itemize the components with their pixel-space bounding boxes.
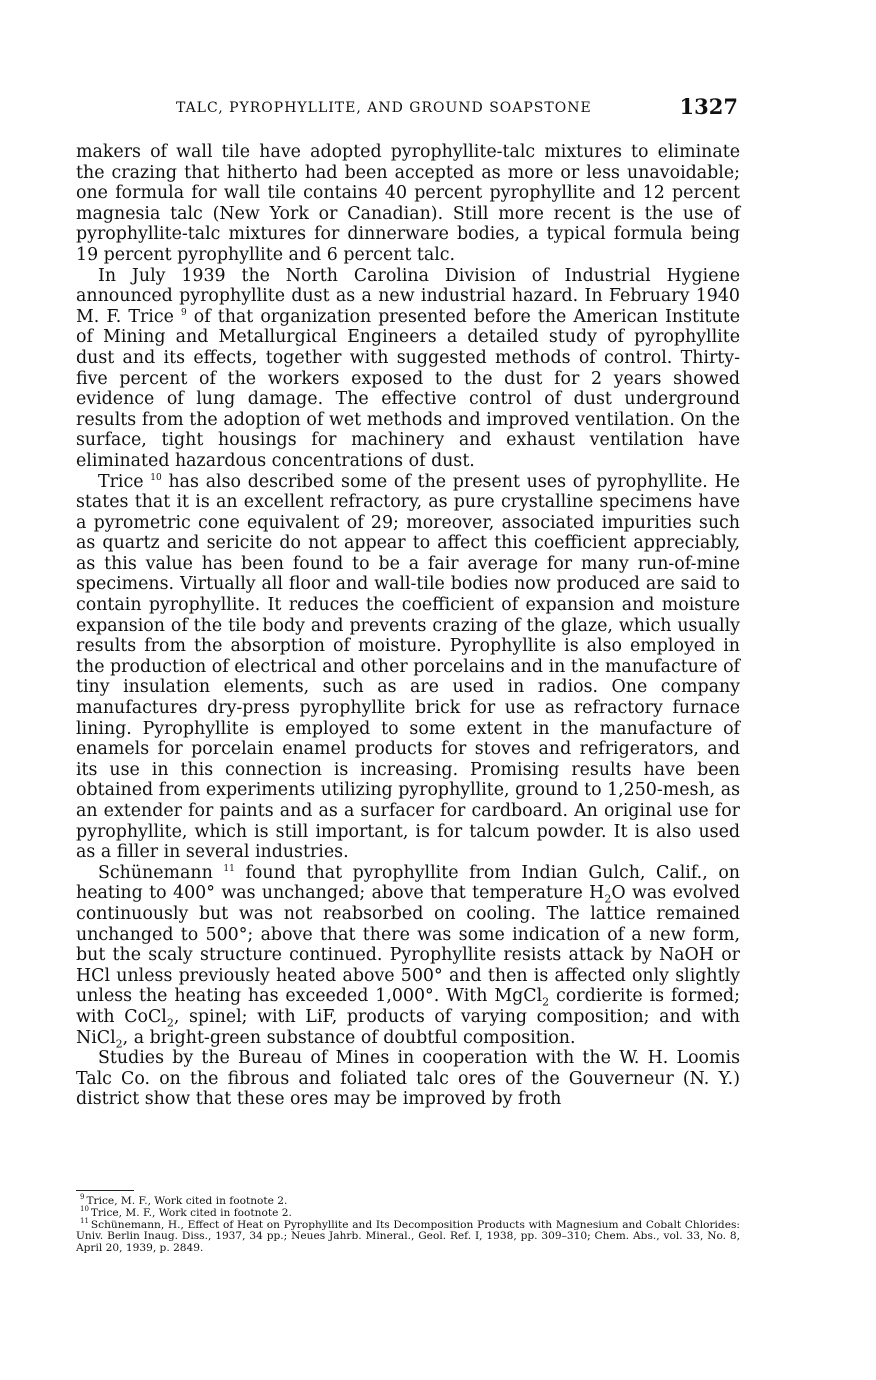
paragraph: Schünemann $^{11}$ found that pyrophyllite from Indian Gulch, Calif., on heating to 400° was unchanged; above that temperature $H_2O$ was evolved continuously but was not reabsorbed on cooling. The lattice remained unchanged to 500°; above that there was some indication of a new form, but the scaly structure continued. Pyrophyllite resists attack by NaOH or HCl unless previously heated above 500° and then is affected only slightly unless the heating has exceeded 1,000°. With MgCl$_2$ cordierite is formed; with CoCl$_2$, spinel; with LiF, products of varying composition; and with NiCl$_2$, a bright-green substance of doubtful composition. bbox=[76, 862, 740, 1050]
footnote-item: $^9$ Trice, M. F., Work cited in footnote 2. bbox=[80, 1193, 288, 1207]
body-text bbox=[76, 142, 740, 1110]
footnote-item: $^{11}$ Schünemann, H., Effect of Heat on Pyrophyllite and Its Decomposition Products with Magnesium and Cobalt Chlorides: Univ. Berlin Inaug. Diss., 1937, 34 pp.; Neues Jahrb. Mineral., Geol. Ref. I, 1938, pp. 309–310; Chem. Abs., vol. 33, No. 8, April 20, 1939, p. 2849. bbox=[76, 1217, 740, 1255]
footnote-ref[interactable]: 11 bbox=[223, 863, 235, 874]
page-header bbox=[76, 96, 740, 126]
paragraph: In July 1939 the North Carolina Division of Industrial Hygiene announced pyrophyllite dust as a new industrial hazard. In February 1940 M. F. Trice $^9$ of that organization presented before the American Institute of Mining and Metallurgical Engineers a detailed study of pyrophyllite dust and its effects, together with suggested methods of control. Thirty-five percent of the workers exposed to the dust for 2 years showed evidence of lung damage. The effective control of dust underground results from the adoption of wet methods and improved ventilation. On the surface, tight housings for machinery and exhaust ventilation have eliminated hazardous concentrations of dust. bbox=[76, 265, 741, 471]
footnote-number: 11 bbox=[80, 1217, 89, 1226]
running-title: TALC, PYROPHYLLITE, AND GROUND SOAPSTONE bbox=[176, 100, 592, 116]
footnote-number: 10 bbox=[80, 1205, 89, 1214]
footnote-divider bbox=[76, 1190, 134, 1191]
page-number: 1327 bbox=[679, 94, 738, 119]
paragraph: Trice $^{10}$ has also described some of the present uses of pyrophyllite. He states that it is an excellent refractory, as pure crystalline specimens have a pyrometric cone equivalent of 29; moreover, associated impurities such as quartz and sericite do not appear to affect this coefficient appreciably, as this value has been found to be a fair average for many run-of-mine specimens. Virtually all floor and wall-tile bodies now produced are said to contain pyrophyllite. It reduces the coefficient of expansion and moisture expansion of the tile body and prevents crazing of the glaze, which usually results from the absorption of moisture. Pyrophyllite is also employed in the production of electrical and other porcelains and in the manufacture of tiny insulation elements, such as are used in radios. One company manufactures dry-press pyrophyllite brick for use as refractory furnace lining. Pyrophyllite is employed to some extent in the manufacture of enamels for porcelain enamel products for stoves and refrigerators, and its use in this connection is increasing. Promising results have been obtained from experiments utilizing pyrophyllite, ground to 1,250-mesh, as an extender for paints and as a surfacer for cardboard. An original use for pyrophyllite, which is still important, is for talcum powder. It is also used as a filler in several industries. bbox=[76, 471, 741, 863]
footnote-ref[interactable]: 9 bbox=[180, 307, 187, 318]
paragraph: makers of wall tile have adopted pyrophyllite-talc mixtures to eliminate the crazing that hitherto had been accepted as more or less unavoidable; one formula for wall tile contains 40 percent pyrophyllite and 12 percent magnesia talc (New York or Canadian). Still more recent is the use of pyrophyllite-talc mixtures for dinnerware bodies, a typical formula being 19 percent pyrophyllite and 6 percent talc. bbox=[76, 142, 740, 265]
footnotes bbox=[76, 1193, 740, 1255]
footnote-item: $^{10}$ Trice, M. F., Work cited in footnote 2. bbox=[80, 1205, 292, 1219]
footnote-number: 9 bbox=[80, 1193, 85, 1202]
paragraph: Studies by the Bureau of Mines in cooperation with the W. H. Loomis Talc Co. on the fibrous and foliated talc ores of the Gouverneur (N. Y.) district show that these ores may be improved by froth bbox=[76, 1048, 740, 1110]
footnote-ref[interactable]: 10 bbox=[150, 472, 162, 483]
